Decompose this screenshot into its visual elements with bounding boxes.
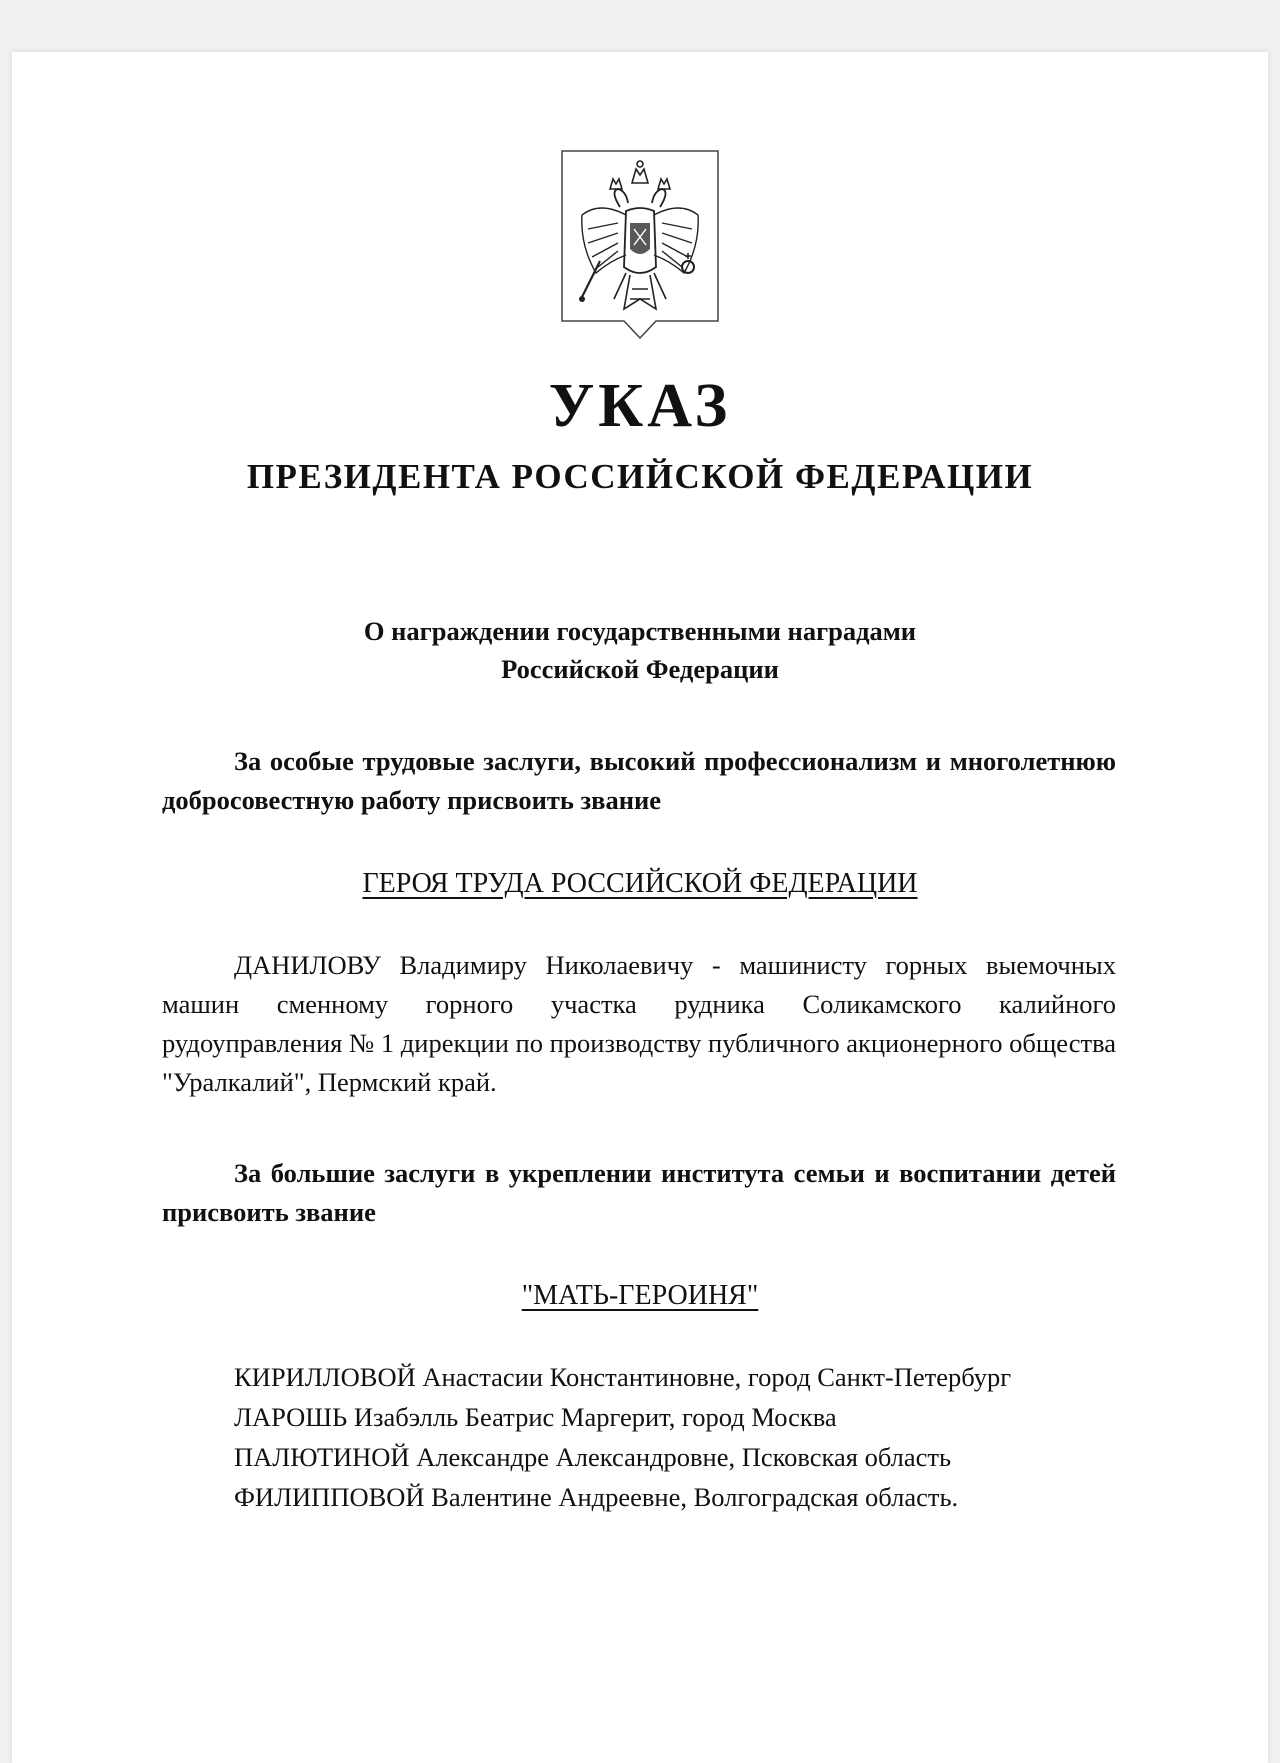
recipient-item: ФИЛИППОВОЙ Валентине Андреевне, Волгоградская область. (234, 1482, 959, 1512)
award-title-hero-of-labour-text: ГЕРОЯ ТРУДА РОССИЙСКОЙ ФЕДЕРАЦИИ (362, 868, 918, 899)
award-title-mother-heroine-text: "МАТЬ-ГЕРОИНЯ" (521, 1280, 759, 1311)
document-title: УКАЗ (548, 372, 732, 440)
section1-intro: За особые трудовые заслуги, высокий профессионализм и многолетнюю добросовестную работу присвоить звание (162, 746, 1116, 815)
section2-intro: За большие заслуги в укреплении института семьи и воспитании детей присвоить звание (162, 1158, 1116, 1227)
recipient-item: КИРИЛЛОВОЙ Анастасии Константиновне, город Санкт-Петербург (234, 1362, 1012, 1392)
section2-recipients-list (162, 1357, 1116, 1517)
decree-subject-line1: О награждении государственными наградами (363, 616, 917, 646)
award-title-hero-of-labour (0, 864, 1280, 904)
recipient-item: ПАЛЮТИНОЙ Александре Александровне, Псковская область (234, 1442, 952, 1472)
section1-recipient: ДАНИЛОВУ Владимиру Николаевичу - машинисту горных выемочных машин сменному горного участка рудника Соликамского калийного рудоуправления № 1 дирекции по производству публичного акционерного общества "Уралкалий", Пермский край. (162, 950, 1116, 1097)
recipient-item: ЛАРОШЬ Изабэлль Беатрис Маргерит, город Москва (234, 1402, 837, 1432)
decree-subject (0, 612, 1280, 688)
coat-of-arms-icon (560, 149, 720, 341)
document-subtitle: ПРЕЗИДЕНТА РОССИЙСКОЙ ФЕДЕРАЦИИ (246, 457, 1034, 496)
decree-subject-line2: Российской Федерации (501, 654, 779, 684)
award-title-mother-heroine (0, 1276, 1280, 1316)
